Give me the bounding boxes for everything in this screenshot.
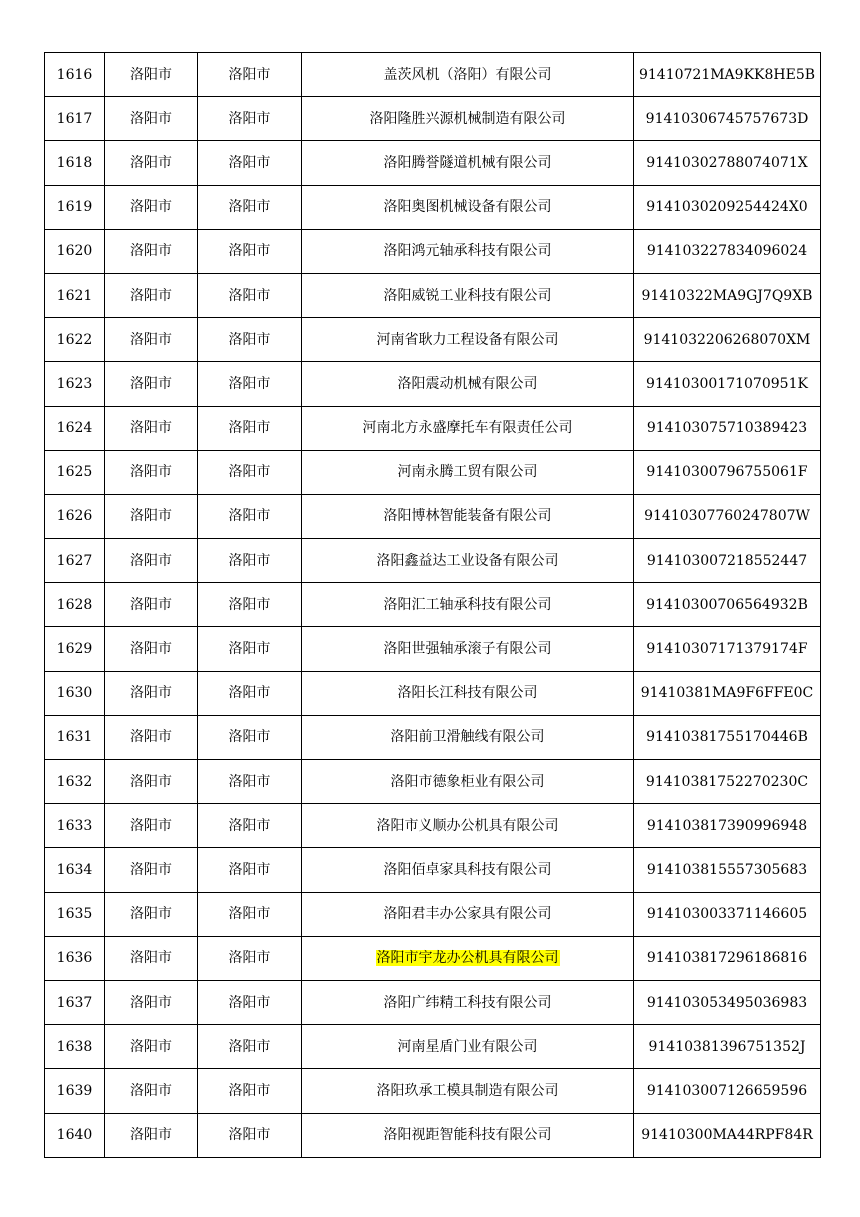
credit-code-cell: 914103053495036983 — [634, 980, 821, 1024]
city-cell: 洛阳市 — [105, 1025, 198, 1069]
district-cell: 洛阳市 — [198, 892, 302, 936]
table-row — [45, 760, 821, 804]
company-name-cell: 洛阳君丰办公家具有限公司 — [302, 892, 634, 936]
company-name-cell: 洛阳鑫益达工业设备有限公司 — [302, 539, 634, 583]
credit-code-cell: 91410306745757673D — [634, 97, 821, 141]
credit-code-cell: 91410381396751352J — [634, 1025, 821, 1069]
table-row — [45, 583, 821, 627]
credit-code-cell: 914103227834096024 — [634, 229, 821, 273]
company-name-cell: 洛阳玖承工模具制造有限公司 — [302, 1069, 634, 1113]
district-cell: 洛阳市 — [198, 1069, 302, 1113]
table-row — [45, 273, 821, 317]
table-row — [45, 848, 821, 892]
company-name-cell: 洛阳佰卓家具科技有限公司 — [302, 848, 634, 892]
highlighted-company-name: 洛阳市宇龙办公机具有限公司 — [376, 950, 559, 967]
city-cell: 洛阳市 — [105, 980, 198, 1024]
city-cell: 洛阳市 — [105, 229, 198, 273]
city-cell: 洛阳市 — [105, 583, 198, 627]
row-number-cell: 1635 — [45, 892, 105, 936]
credit-code-cell: 91410302788074071X — [634, 141, 821, 185]
district-cell: 洛阳市 — [198, 450, 302, 494]
city-cell: 洛阳市 — [105, 760, 198, 804]
row-number-cell: 1639 — [45, 1069, 105, 1113]
city-cell: 洛阳市 — [105, 53, 198, 97]
table-row — [45, 97, 821, 141]
city-cell: 洛阳市 — [105, 715, 198, 759]
company-name-cell: 洛阳腾誉隧道机械有限公司 — [302, 141, 634, 185]
credit-code-cell: 91410300MA44RPF84R — [634, 1113, 821, 1157]
city-cell: 洛阳市 — [105, 671, 198, 715]
row-number-cell: 1620 — [45, 229, 105, 273]
company-name-cell: 洛阳长江科技有限公司 — [302, 671, 634, 715]
company-name-cell: 洛阳前卫滑触线有限公司 — [302, 715, 634, 759]
company-name-cell: 洛阳市德象柜业有限公司 — [302, 760, 634, 804]
company-list-table — [44, 52, 821, 1158]
company-name-cell: 盖茨风机（洛阳）有限公司 — [302, 53, 634, 97]
city-cell: 洛阳市 — [105, 318, 198, 362]
table-row — [45, 539, 821, 583]
company-name-cell — [302, 936, 634, 980]
table-row — [45, 627, 821, 671]
company-name-cell: 河南北方永盛摩托车有限责任公司 — [302, 406, 634, 450]
district-cell: 洛阳市 — [198, 539, 302, 583]
district-cell: 洛阳市 — [198, 97, 302, 141]
district-cell: 洛阳市 — [198, 406, 302, 450]
company-name-cell: 洛阳汇工轴承科技有限公司 — [302, 583, 634, 627]
row-number-cell: 1637 — [45, 980, 105, 1024]
row-number-cell: 1624 — [45, 406, 105, 450]
table-row — [45, 715, 821, 759]
credit-code-cell: 91410381752270230C — [634, 760, 821, 804]
table-row — [45, 450, 821, 494]
credit-code-cell: 91410322MA9GJ7Q9XB — [634, 273, 821, 317]
district-cell: 洛阳市 — [198, 936, 302, 980]
table-row — [45, 1025, 821, 1069]
row-number-cell: 1633 — [45, 804, 105, 848]
city-cell: 洛阳市 — [105, 362, 198, 406]
row-number-cell: 1619 — [45, 185, 105, 229]
city-cell: 洛阳市 — [105, 97, 198, 141]
company-name-cell: 洛阳视距智能科技有限公司 — [302, 1113, 634, 1157]
district-cell: 洛阳市 — [198, 715, 302, 759]
row-number-cell: 1622 — [45, 318, 105, 362]
table-row — [45, 318, 821, 362]
credit-code-cell: 914103007126659596 — [634, 1069, 821, 1113]
row-number-cell: 1632 — [45, 760, 105, 804]
district-cell: 洛阳市 — [198, 848, 302, 892]
row-number-cell: 1628 — [45, 583, 105, 627]
row-number-cell: 1617 — [45, 97, 105, 141]
credit-code-cell: 91410300796755061F — [634, 450, 821, 494]
district-cell: 洛阳市 — [198, 671, 302, 715]
credit-code-cell: 9141030209254424X0 — [634, 185, 821, 229]
city-cell: 洛阳市 — [105, 936, 198, 980]
company-name-cell: 洛阳广纬精工科技有限公司 — [302, 980, 634, 1024]
table-row — [45, 185, 821, 229]
district-cell: 洛阳市 — [198, 185, 302, 229]
district-cell: 洛阳市 — [198, 362, 302, 406]
row-number-cell: 1625 — [45, 450, 105, 494]
table-row — [45, 494, 821, 538]
credit-code-cell: 91410381MA9F6FFE0C — [634, 671, 821, 715]
district-cell: 洛阳市 — [198, 804, 302, 848]
city-cell: 洛阳市 — [105, 627, 198, 671]
district-cell: 洛阳市 — [198, 1025, 302, 1069]
company-name-cell: 洛阳世强轴承滚子有限公司 — [302, 627, 634, 671]
district-cell: 洛阳市 — [198, 583, 302, 627]
row-number-cell: 1629 — [45, 627, 105, 671]
city-cell: 洛阳市 — [105, 273, 198, 317]
table-row — [45, 671, 821, 715]
row-number-cell: 1627 — [45, 539, 105, 583]
credit-code-cell: 914103075710389423 — [634, 406, 821, 450]
credit-code-cell: 914103817390996948 — [634, 804, 821, 848]
district-cell: 洛阳市 — [198, 627, 302, 671]
city-cell: 洛阳市 — [105, 804, 198, 848]
city-cell: 洛阳市 — [105, 141, 198, 185]
city-cell: 洛阳市 — [105, 1069, 198, 1113]
city-cell: 洛阳市 — [105, 494, 198, 538]
credit-code-cell: 91410300706564932B — [634, 583, 821, 627]
company-name-cell: 河南永腾工贸有限公司 — [302, 450, 634, 494]
district-cell: 洛阳市 — [198, 760, 302, 804]
credit-code-cell: 914103815557305683 — [634, 848, 821, 892]
city-cell: 洛阳市 — [105, 406, 198, 450]
table-row — [45, 229, 821, 273]
table-row — [45, 53, 821, 97]
company-name-cell: 洛阳奥图机械设备有限公司 — [302, 185, 634, 229]
district-cell: 洛阳市 — [198, 141, 302, 185]
city-cell: 洛阳市 — [105, 1113, 198, 1157]
credit-code-cell: 91410381755170446B — [634, 715, 821, 759]
city-cell: 洛阳市 — [105, 185, 198, 229]
credit-code-cell: 91410721MA9KK8HE5B — [634, 53, 821, 97]
district-cell: 洛阳市 — [198, 494, 302, 538]
row-number-cell: 1640 — [45, 1113, 105, 1157]
credit-code-cell: 9141032206268070XM — [634, 318, 821, 362]
city-cell: 洛阳市 — [105, 848, 198, 892]
row-number-cell: 1631 — [45, 715, 105, 759]
table-row — [45, 980, 821, 1024]
table-row — [45, 362, 821, 406]
row-number-cell: 1636 — [45, 936, 105, 980]
credit-code-cell: 914103007218552447 — [634, 539, 821, 583]
table-row — [45, 936, 821, 980]
district-cell: 洛阳市 — [198, 318, 302, 362]
table-row — [45, 1113, 821, 1157]
row-number-cell: 1618 — [45, 141, 105, 185]
district-cell: 洛阳市 — [198, 229, 302, 273]
credit-code-cell: 91410307760247807W — [634, 494, 821, 538]
company-name-cell: 洛阳博林智能装备有限公司 — [302, 494, 634, 538]
city-cell: 洛阳市 — [105, 539, 198, 583]
row-number-cell: 1634 — [45, 848, 105, 892]
district-cell: 洛阳市 — [198, 273, 302, 317]
row-number-cell: 1638 — [45, 1025, 105, 1069]
company-name-cell: 洛阳市义顺办公机具有限公司 — [302, 804, 634, 848]
table-row — [45, 892, 821, 936]
city-cell: 洛阳市 — [105, 892, 198, 936]
table-row — [45, 804, 821, 848]
company-name-cell: 河南省耿力工程设备有限公司 — [302, 318, 634, 362]
company-name-cell: 洛阳震动机械有限公司 — [302, 362, 634, 406]
credit-code-cell: 914103817296186816 — [634, 936, 821, 980]
table-row — [45, 1069, 821, 1113]
company-name-cell: 洛阳隆胜兴源机械制造有限公司 — [302, 97, 634, 141]
city-cell: 洛阳市 — [105, 450, 198, 494]
district-cell: 洛阳市 — [198, 53, 302, 97]
row-number-cell: 1630 — [45, 671, 105, 715]
credit-code-cell: 91410300171070951K — [634, 362, 821, 406]
district-cell: 洛阳市 — [198, 1113, 302, 1157]
table-body — [45, 53, 821, 1158]
company-name-cell: 洛阳鸿元轴承科技有限公司 — [302, 229, 634, 273]
table-row — [45, 141, 821, 185]
company-name-cell: 河南星盾门业有限公司 — [302, 1025, 634, 1069]
row-number-cell: 1626 — [45, 494, 105, 538]
row-number-cell: 1616 — [45, 53, 105, 97]
credit-code-cell: 91410307171379174F — [634, 627, 821, 671]
company-name-cell: 洛阳威锐工业科技有限公司 — [302, 273, 634, 317]
row-number-cell: 1621 — [45, 273, 105, 317]
row-number-cell: 1623 — [45, 362, 105, 406]
district-cell: 洛阳市 — [198, 980, 302, 1024]
credit-code-cell: 914103003371146605 — [634, 892, 821, 936]
table-row — [45, 406, 821, 450]
